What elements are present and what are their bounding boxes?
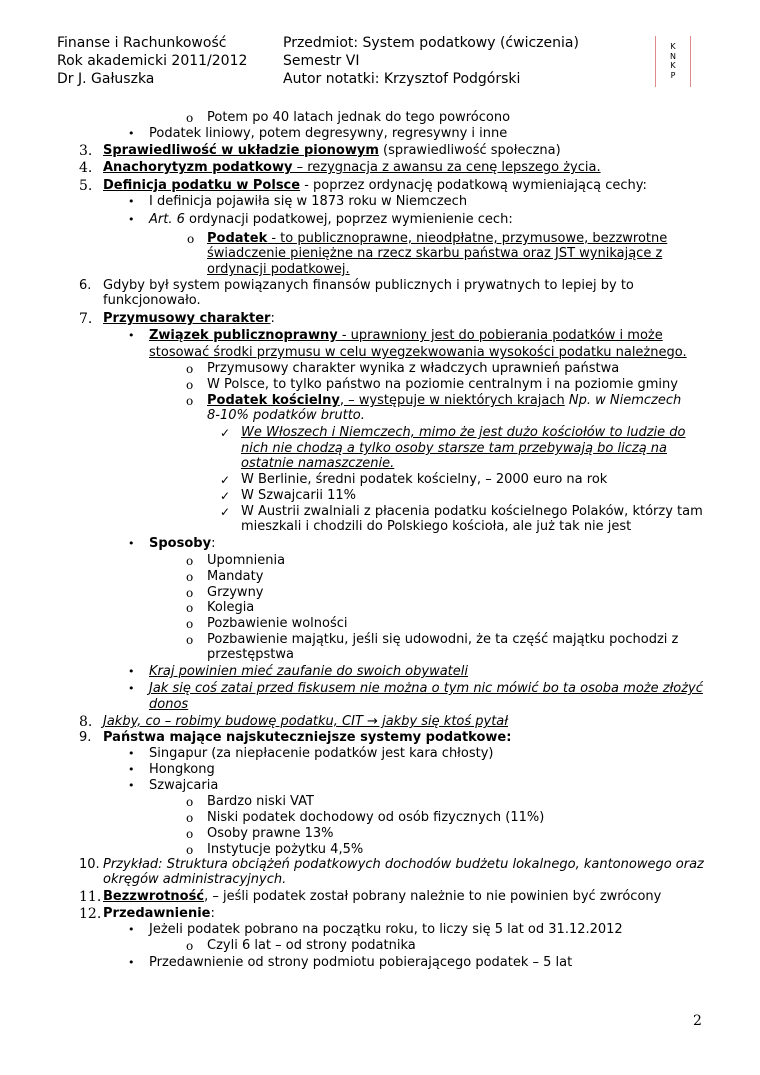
note-line — [207, 585, 264, 601]
check-icon: ✓ — [220, 505, 231, 519]
bullet-icon: • — [128, 537, 135, 550]
circle-bullet-icon: o — [186, 554, 194, 568]
circle-bullet-icon: o — [186, 827, 194, 841]
note-text: Definicja podatku w Polsce — [103, 178, 301, 193]
note-text: Przymusowy charakter — [103, 311, 271, 326]
note-line — [149, 778, 218, 794]
note-text: (sprawiedliwość społeczna) — [378, 143, 561, 158]
header-middle — [283, 34, 579, 88]
bullet-icon: • — [128, 956, 135, 969]
note-text: Przedawnienie od strony podmiotu pobierającego podatek – 5 lat — [149, 955, 573, 970]
note-text: We Włoszech i Niemczech, mimo że jest dużo kościołów to ludzie do — [241, 425, 686, 440]
note-line — [207, 246, 662, 262]
note-text: funkcjonowało. — [103, 293, 201, 308]
note-text: Przymusowy charakter wynika z władczych uprawnień państwa — [207, 361, 620, 376]
note-line — [103, 143, 561, 159]
note-line — [103, 178, 647, 194]
circle-bullet-icon: o — [186, 939, 194, 953]
note-text: ostatnie namaszczenie. — [241, 456, 395, 471]
list-number: 12. — [79, 906, 102, 922]
note-text: - poprzez ordynację podatkową wymieniającą cechy: — [300, 178, 647, 193]
note-line — [207, 361, 619, 377]
note-line — [103, 906, 215, 922]
note-text: Niski podatek dochodowy od osób fizycznych (11%) — [207, 810, 545, 825]
note-line — [207, 262, 350, 278]
note-text: stosować środki przymusu w celu wyegzekwowania wysokości podatku należnego. — [149, 345, 687, 360]
note-line — [241, 456, 394, 472]
note-line — [149, 194, 467, 210]
note-text: – rezygnacja z awansu za cenę lepszego życia. — [292, 160, 601, 175]
circle-bullet-icon: o — [186, 362, 194, 376]
header-academic-year: Rok akademicki 2011/2012 — [57, 53, 248, 69]
list-number: 6. — [79, 278, 92, 293]
circle-bullet-icon: o — [186, 601, 194, 615]
note-text: Anachorytyzm podatkowy — [103, 160, 293, 175]
note-line — [149, 536, 215, 552]
note-line — [149, 664, 468, 680]
note-line — [207, 600, 254, 616]
note-line — [207, 393, 681, 409]
note-text: przestępstwa — [207, 647, 295, 662]
note-text: I definicja pojawiła się w 1873 roku w Niemczech — [149, 194, 468, 209]
note-text: 8-10% podatków brutto. — [207, 408, 365, 423]
note-text: Jeżeli podatek pobrano na początku roku, to liczy się 5 lat od 31.12.2012 — [149, 922, 623, 937]
circle-bullet-icon: o — [186, 633, 194, 647]
note-line — [149, 746, 493, 762]
check-icon: ✓ — [220, 473, 231, 487]
note-line — [103, 160, 601, 176]
note-text: Czyli 6 lat – od strony podatnika — [207, 938, 416, 953]
note-text: ordynacji podatkowej. — [207, 262, 350, 277]
circle-bullet-icon: o — [186, 394, 194, 408]
header-lecturer: Dr J. Gałuszka — [57, 71, 155, 87]
note-text: W Austrii zwalniali z płacenia podatku kościelnego Polaków, którzy tam — [241, 504, 703, 519]
list-number: 3. — [79, 143, 93, 159]
note-line — [241, 519, 631, 535]
note-line — [149, 345, 687, 361]
circle-bullet-icon: o — [186, 843, 194, 857]
circle-bullet-icon: o — [186, 570, 194, 584]
note-text: , — [339, 393, 345, 408]
note-text: Bardzo niski VAT — [207, 794, 314, 809]
note-line — [103, 714, 508, 730]
note-text: Związek publicznoprawny — [149, 328, 338, 343]
note-line — [207, 632, 678, 648]
arrow-icon: → — [367, 714, 378, 729]
note-line — [103, 293, 201, 309]
check-icon: ✓ — [220, 489, 231, 503]
bullet-icon: • — [128, 213, 135, 226]
bullet-icon: • — [128, 329, 135, 342]
note-text: Państwa mające najskuteczniejsze systemy podatkowe: — [103, 730, 512, 745]
note-text: - to publicznoprawne, nieodpłatne, przymusowe, bezzwrotne — [267, 231, 668, 246]
note-line — [241, 488, 356, 504]
bullet-icon: • — [128, 665, 135, 678]
note-text: Pozbawienie majątku, jeśli się udowodni, że ta część majątku pochodzi z — [207, 632, 679, 647]
note-line — [241, 504, 703, 520]
bullet-icon: • — [128, 747, 135, 760]
note-line — [207, 377, 678, 393]
note-text: Grzywny — [207, 585, 264, 600]
note-text: W Berlinie, średni podatek kościelny, – 2000 euro na rok — [241, 472, 608, 487]
note-line — [149, 922, 623, 938]
note-line — [207, 794, 314, 810]
note-text: - uprawniony jest do pobierania podatków i może — [337, 328, 663, 343]
note-text: Np. w Niemczech — [564, 393, 682, 408]
note-text: Bezzwrotność — [103, 889, 205, 904]
list-number: 11. — [79, 889, 102, 905]
note-text: nich nie chodzą a tylko osoby starsze tam przebywają bo liczą na — [241, 441, 668, 456]
circle-bullet-icon: o — [186, 811, 194, 825]
note-text: Kolegia — [207, 600, 255, 615]
note-text: Gdyby był system powiązanych finansów publicznych i prywatnych to lepiej by to — [103, 278, 634, 293]
note-text: Hongkong — [149, 762, 215, 777]
note-line — [103, 889, 661, 905]
note-text: Podatek liniowy, potem degresywny, regresywny i inne — [149, 126, 508, 141]
note-text: Przedawnienie — [103, 906, 211, 921]
circle-bullet-icon: o — [187, 232, 195, 246]
note-line — [207, 842, 363, 858]
circle-bullet-icon: o — [186, 111, 194, 125]
bullet-icon: • — [128, 195, 135, 208]
note-line — [149, 955, 572, 971]
note-line — [207, 938, 416, 954]
note-text: W Polsce, to tylko państwo na poziomie centralnym i na poziomie gminy — [207, 377, 678, 392]
note-line — [207, 231, 667, 247]
list-number: 5. — [79, 178, 93, 194]
note-text: : — [210, 906, 215, 921]
bullet-icon: • — [128, 682, 135, 695]
header-author: Autor notatki: Krzysztof Podgórski — [283, 71, 521, 87]
header-field-of-study: Finanse i Rachunkowość — [57, 35, 227, 51]
note-text: Szwajcaria — [149, 778, 219, 793]
bullet-icon: • — [128, 127, 135, 140]
note-line — [241, 441, 667, 457]
list-number: 10. — [79, 857, 100, 872]
note-line — [207, 826, 334, 842]
note-text: : — [270, 311, 275, 326]
note-text: Pozbawienie wolności — [207, 616, 348, 631]
circle-bullet-icon: o — [186, 617, 194, 631]
note-line — [207, 616, 348, 632]
bullet-icon: • — [128, 779, 135, 792]
note-text: mieszkali i chodzili do Polskiego kościoła, ale już tak nie jest — [241, 519, 632, 534]
note-line — [103, 857, 704, 873]
note-line — [149, 681, 703, 697]
note-text: : — [211, 536, 216, 551]
circle-bullet-icon: o — [186, 378, 194, 392]
note-text: jakby się ktoś pytał — [377, 714, 509, 729]
circle-bullet-icon: o — [186, 586, 194, 600]
note-text: , — [204, 889, 209, 904]
note-text: Kraj powinien mieć zaufanie do swoich obywateli — [149, 664, 469, 679]
note-line — [207, 647, 294, 663]
note-line — [149, 126, 507, 142]
note-line — [149, 212, 513, 228]
note-line — [207, 110, 510, 126]
note-text: Instytucje pożytku 4,5% — [207, 842, 364, 857]
note-text: Singapur (za niepłacenie podatków jest kara chłosty) — [149, 746, 494, 761]
note-text: Podatek kościelny — [207, 393, 340, 408]
note-line — [149, 697, 188, 713]
note-line — [241, 472, 607, 488]
note-text: Upomnienia — [207, 553, 286, 568]
page-number: 2 — [693, 1013, 702, 1029]
note-text: Osoby prawne 13% — [207, 826, 334, 841]
note-text: świadczenie pieniężne na rzecz skarbu państwa oraz JST wynikające z — [207, 246, 663, 261]
bullet-icon: • — [128, 923, 135, 936]
note-line — [149, 762, 215, 778]
note-text: Jak się coś zatai przed fiskusem nie można o tym nic mówić bo ta osoba może złożyć — [149, 681, 703, 696]
note-text: Mandaty — [207, 569, 264, 584]
header-left — [57, 34, 247, 88]
note-line — [103, 311, 275, 327]
note-text: – występuje w niektórych krajach — [344, 393, 565, 408]
knkp-logo: K N K P — [655, 36, 691, 87]
list-number: 9. — [79, 730, 92, 745]
bullet-icon: • — [128, 763, 135, 776]
list-number: 8. — [79, 714, 93, 730]
note-line — [103, 278, 634, 294]
note-line — [241, 425, 685, 441]
note-text: Sposoby — [149, 536, 212, 551]
list-number: 4. — [79, 160, 93, 176]
note-text: Przykład: Struktura obciążeń podatkowych dochodów budżetu lokalnego, kantonowego oraz — [103, 857, 704, 872]
header-semester: Semestr VI — [283, 53, 360, 69]
note-text: ordynacji podatkowej, poprzez wymienienie cech: — [184, 212, 513, 227]
note-line — [103, 872, 286, 888]
note-line — [207, 408, 365, 424]
note-line — [207, 553, 285, 569]
note-text: – jeśli podatek został pobrany należnie to nie powinien być zwrócony — [208, 889, 662, 904]
note-text: Art. 6 — [149, 212, 185, 227]
note-text: W Szwajcarii 11% — [241, 488, 356, 503]
note-text: Podatek — [207, 231, 268, 246]
note-line — [207, 810, 544, 826]
note-line — [149, 328, 663, 344]
circle-bullet-icon: o — [186, 795, 194, 809]
note-text: Potem po 40 latach jednak do tego powrócono — [207, 110, 511, 125]
note-text: okręgów administracyjnych. — [103, 872, 287, 887]
note-text: Jakby, co – robimy budowę podatku, CIT — [103, 714, 368, 729]
note-text: Sprawiedliwość w układzie pionowym — [103, 143, 379, 158]
header-subject: Przedmiot: System podatkowy (ćwiczenia) — [283, 35, 579, 51]
check-icon: ✓ — [220, 426, 231, 440]
note-line — [103, 730, 511, 746]
note-text: donos — [149, 697, 189, 712]
list-number: 7. — [79, 311, 93, 327]
note-line — [207, 569, 263, 585]
